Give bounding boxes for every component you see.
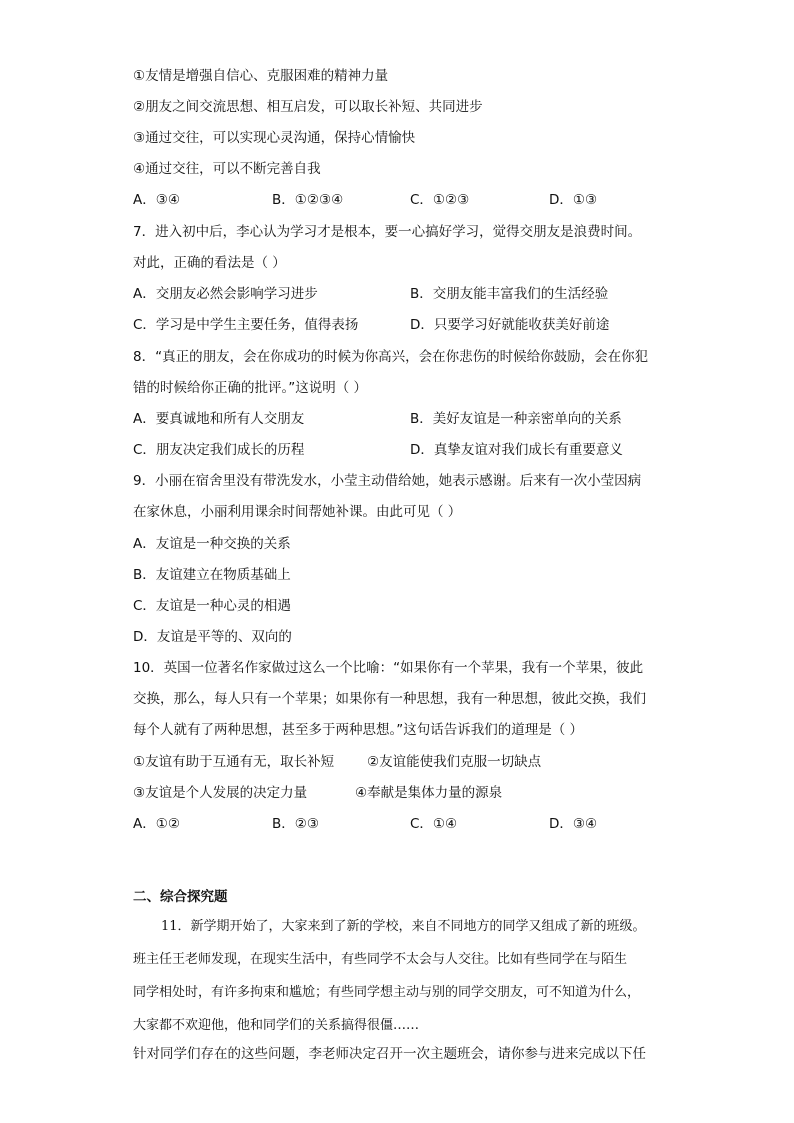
q8-option-c: C．朋友决定我们成长的历程 [133, 442, 305, 458]
q9-option-b: B．友谊建立在物质基础上 [133, 567, 291, 583]
q10-statement-1: ①友谊有助于互通有无，取长补短 [133, 754, 335, 770]
q6-statement-1: ①友情是增强自信心、克服困难的精神力量 [133, 68, 389, 84]
q6-statement-3: ③通过交往，可以实现心灵沟通，保持心情愉快 [133, 130, 416, 146]
q8-option-b: B．美好友谊是一种亲密单向的关系 [410, 411, 622, 427]
q10-statement-4: ④奉献是集体力量的源泉 [355, 785, 503, 801]
q11-line-3: 同学相处时，有许多拘束和尴尬；有些同学想主动与别的同学交朋友，可不知道为什么， [133, 985, 641, 1000]
q10-stem-line-3: 每个人就有了两种思想，甚至多于两种思想。”这句话告诉我们的道理是（ ） [133, 722, 584, 738]
q7-option-d: D．只要学习好就能收获美好前途 [410, 317, 610, 333]
q10-stem-line-2: 交换，那么，每人只有一个苹果；如果你有一种思想，我有一种思想，彼此交换，我们 [133, 691, 646, 707]
q6-statement-2: ②朋友之间交流思想、相互启发，可以取长补短、共同进步 [133, 99, 483, 115]
q8-stem-line-2: 错的时候给你正确的批评。”这说明（ ） [133, 380, 368, 396]
q6-statement-4: ④通过交往，可以不断完善自我 [133, 161, 321, 177]
q6-option-b: B．①②③④ [272, 192, 344, 208]
q8-option-a: A．要真诚地和所有人交朋友 [133, 411, 305, 427]
q6-option-c: C．①②③ [410, 192, 470, 208]
q9-stem-line-1: 9．小丽在宿舍里没有带洗发水，小莹主动借给她，她表示感谢。后来有一次小莹因病 [133, 473, 642, 489]
q10-stem-line-1: 10．英国一位著名作家做过这么一个比喻：“如果你有一个苹果，我有一个苹果，彼此 [133, 660, 644, 676]
q10-statement-3: ③友谊是个人发展的决定力量 [133, 785, 308, 801]
q11-line-2: 班主任王老师发现，在现实生活中，有些同学不太会与人交往。比如有些同学在与陌生 [133, 952, 628, 967]
q9-option-a: A．友谊是一种交换的关系 [133, 536, 291, 552]
q10-option-a: A．①② [133, 816, 180, 832]
q9-option-c: C．友谊是一种心灵的相遇 [133, 598, 291, 614]
q8-stem-line-1: 8．“真正的朋友，会在你成功的时候为你高兴，会在你悲伤的时候给你鼓励，会在你犯 [133, 349, 649, 365]
q10-option-b: B．②③ [272, 816, 319, 832]
q6-option-a: A．③④ [133, 192, 180, 208]
q7-option-c: C．学习是中学生主要任务，值得表扬 [133, 317, 359, 333]
q7-option-a: A．交朋友必然会影响学习进步 [133, 286, 318, 302]
q9-option-d: D．友谊是平等的、双向的 [133, 629, 292, 645]
q7-stem-line-2: 对此，正确的看法是（ ） [133, 255, 286, 271]
q10-option-d: D．③④ [549, 816, 598, 832]
q10-option-c: C．①④ [410, 816, 458, 832]
q6-option-d: D．①③ [549, 192, 598, 208]
q7-option-b: B．交朋友能丰富我们的生活经验 [410, 286, 609, 302]
q11-line-4: 大家都不欢迎他，他和同学们的关系搞得很僵…… [133, 1018, 420, 1033]
q11-line-1: 11．新学期开始了，大家来到了新的学校，来自不同地方的同学又组成了新的班级。 [161, 919, 646, 934]
q8-option-d: D．真挚友谊对我们成长有重要意义 [410, 442, 623, 458]
q11-task-line: 针对同学们存在的这些问题，李老师决定召开一次主题班会，请你参与进来完成以下任 [133, 1046, 646, 1062]
section-heading: 二、综合探究题 [133, 889, 228, 905]
q9-stem-line-2: 在家休息，小丽利用课余时间帮她补课。由此可见（ ） [133, 504, 462, 520]
q10-statement-2: ②友谊能使我们克服一切缺点 [367, 754, 542, 770]
q7-stem-line-1: 7．进入初中后，李心认为学习才是根本，要一心搞好学习，觉得交朋友是浪费时间。 [133, 224, 642, 240]
